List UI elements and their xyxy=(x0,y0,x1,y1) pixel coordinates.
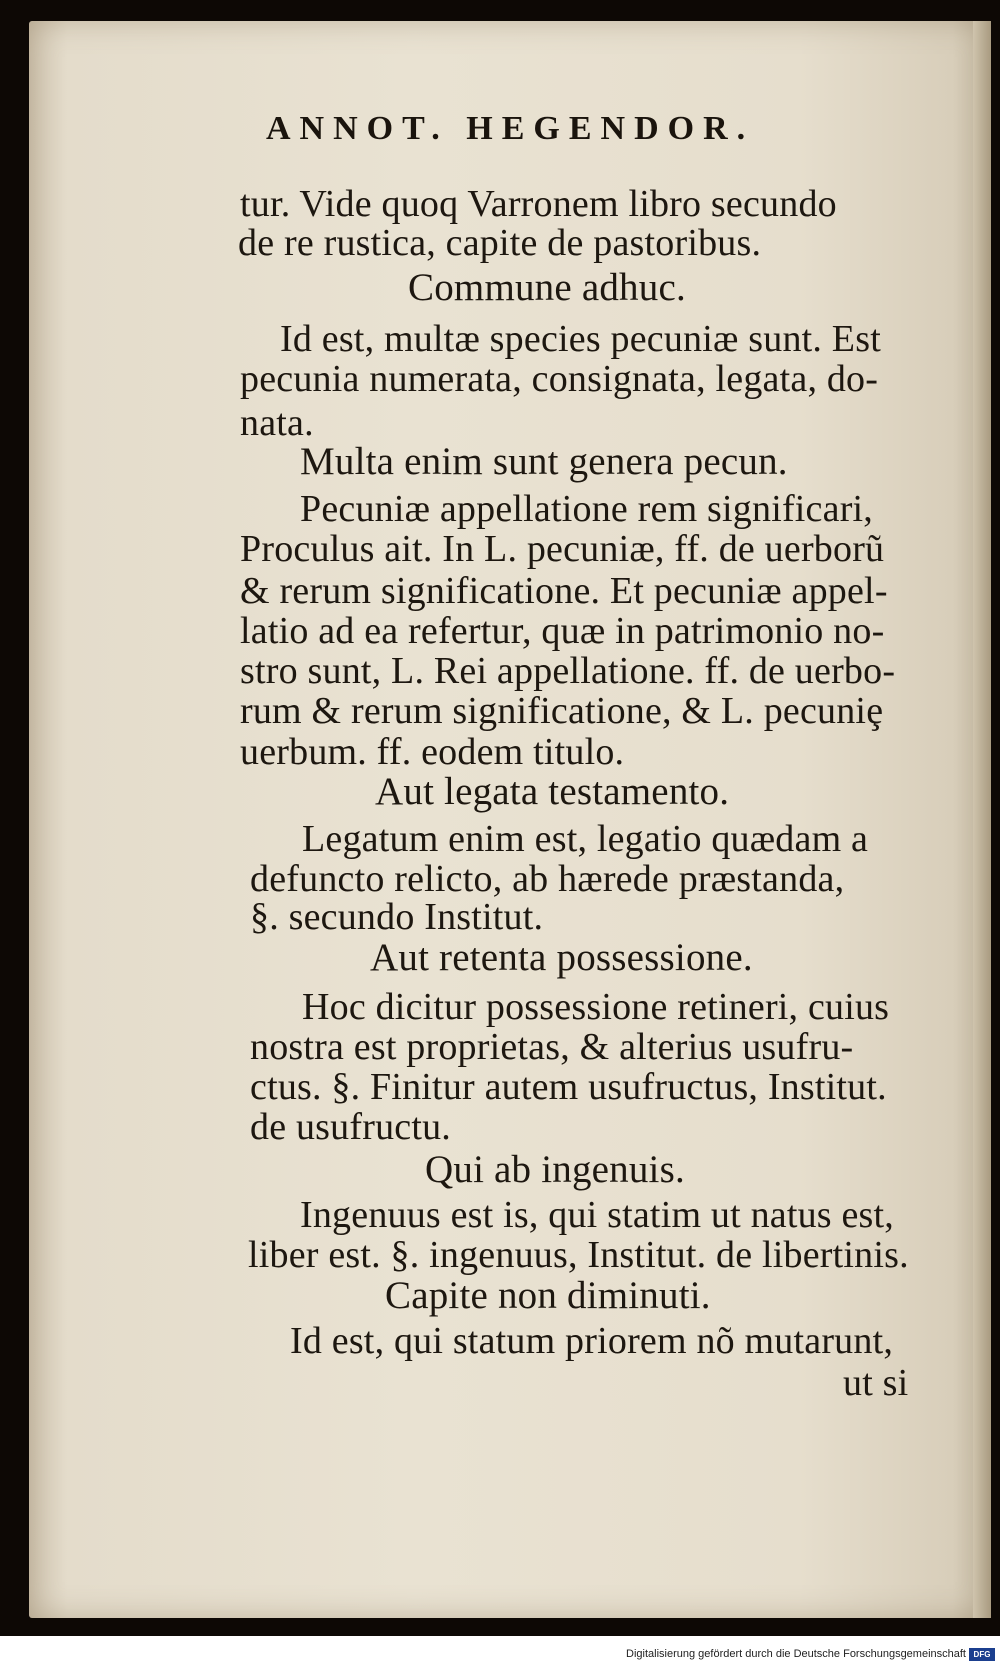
section-heading: Multa enim sunt genera pecun. xyxy=(300,440,788,483)
text-line: nostra est proprietas, & alterius usufru- xyxy=(250,1026,854,1068)
text-line: de usufructu. xyxy=(250,1106,451,1148)
text-line: Id est, multæ species pecuniæ sunt. Est xyxy=(280,318,881,360)
section-heading: Capite non diminuti. xyxy=(385,1274,711,1317)
text-line: rum & rerum significatione, & L. pecuniȩ xyxy=(240,690,884,732)
text-line: stro sunt, L. Rei appellatione. ff. de uerbo- xyxy=(240,650,896,692)
catchword: ut si xyxy=(843,1362,909,1404)
running-header: ANNOT. HEGENDOR. xyxy=(266,110,755,147)
text-line: pecunia numerata, consignata, legata, do- xyxy=(240,358,879,400)
text-line: Proculus ait. In L. pecuniæ, ff. de uerborũ xyxy=(240,528,885,570)
text-line: Ingenuus est is, qui statim ut natus est, xyxy=(300,1194,894,1236)
text-line: Legatum enim est, legatio quædam a xyxy=(302,818,869,860)
text-line: nata. xyxy=(240,402,314,444)
text-line: liber est. §. ingenuus, Institut. de libertinis. xyxy=(248,1234,909,1276)
text-line: §. secundo Institut. xyxy=(250,896,544,938)
text-line: uerbum. ff. eodem titulo. xyxy=(240,731,625,773)
text-line: defuncto relicto, ab hærede præstanda, xyxy=(250,858,845,900)
text-line: tur. Vide quoq Varronem libro secundo xyxy=(240,183,837,225)
text-line: & rerum significatione. Et pecuniæ appel- xyxy=(240,570,888,612)
text-line: ctus. §. Finitur autem usufructus, Institut. xyxy=(250,1066,887,1108)
footer-bar xyxy=(0,1646,1000,1666)
section-heading: Aut retenta possessione. xyxy=(370,936,753,979)
text-line: Hoc dicitur possessione retineri, cuius xyxy=(302,986,890,1028)
text-line: de re rustica, capite de pastoribus. xyxy=(238,222,762,264)
footer-credit: Digitalisierung gefördert durch die Deutsche Forschungsgemeinschaft xyxy=(626,1648,966,1660)
text-line: Pecuniæ appellatione rem significari, xyxy=(300,488,874,530)
section-heading: Qui ab ingenuis. xyxy=(425,1148,685,1191)
section-heading: Aut legata testamento. xyxy=(375,770,730,813)
dfg-logo-icon: DFG xyxy=(969,1648,995,1661)
section-heading: Commune adhuc. xyxy=(408,266,686,309)
text-line: latio ad ea refertur, quæ in patrimonio no- xyxy=(240,610,885,652)
text-line: Id est, qui statum priorem nõ mutarunt, xyxy=(290,1320,894,1362)
